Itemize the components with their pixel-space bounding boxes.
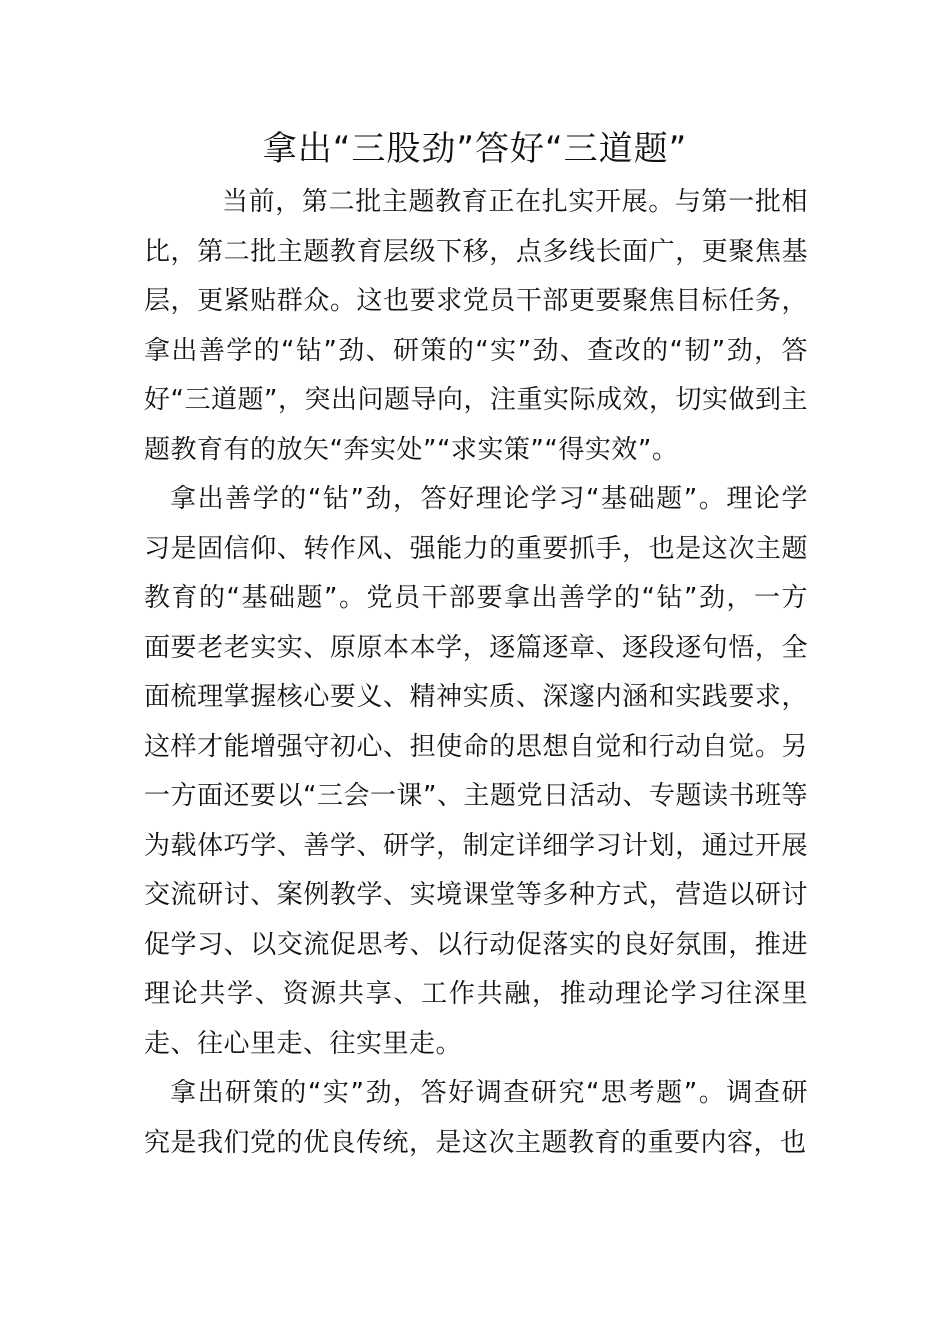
document-title: 拿出“三股劲”答好“三道题” bbox=[262, 129, 688, 169]
paragraph-study: 拿出善学的“钻”劲，答好理论学习“基础题”。理论学习是固信仰、转作风、强能力的重要抓手，也是这次主题教育的“基础题”。党员干部要拿出善学的“钻”劲，一方面要老老实实、原原本本学，逐篇逐章、逐段逐句悟，全面梳理掌握核心要义、精神实质、深邃内涵和实践要求，这样才能增强守初心、担使命的思想自觉和行动自觉。另一方面还要以“三会一课”、主题党日活动、专题读书班等为载体巧学、善学、研学，制定详细学习计划，通过开展交流研讨、案例教学、实境课堂等多种方式，营造以研讨促学习、以交流促思考、以行动促落实的良好氛围，推进理论共学、资源共享、工作共融，推动理论学习往深里走、往心里走、往实里走。 bbox=[144, 484, 808, 1059]
paragraph-research: 拿出研策的“实”劲，答好调查研究“思考题”。调查研究是我们党的优良传统，是这次主题教育的重要内容，也 bbox=[144, 1078, 808, 1158]
paragraph-intro: 当前，第二批主题教育正在扎实开展。与第一批相比，第二批主题教育层级下移，点多线长面广，更聚焦基层，更紧贴群众。这也要求党员干部更要聚焦目标任务，拿出善学的“钻”劲、研策的“实”劲、查改的“韧”劲，答好“三道题”，突出问题导向，注重实际成效，切实做到主题教育有的放矢“奔实处”“求实策”“得实效”。 bbox=[144, 187, 808, 465]
document-body bbox=[144, 178, 808, 1168]
